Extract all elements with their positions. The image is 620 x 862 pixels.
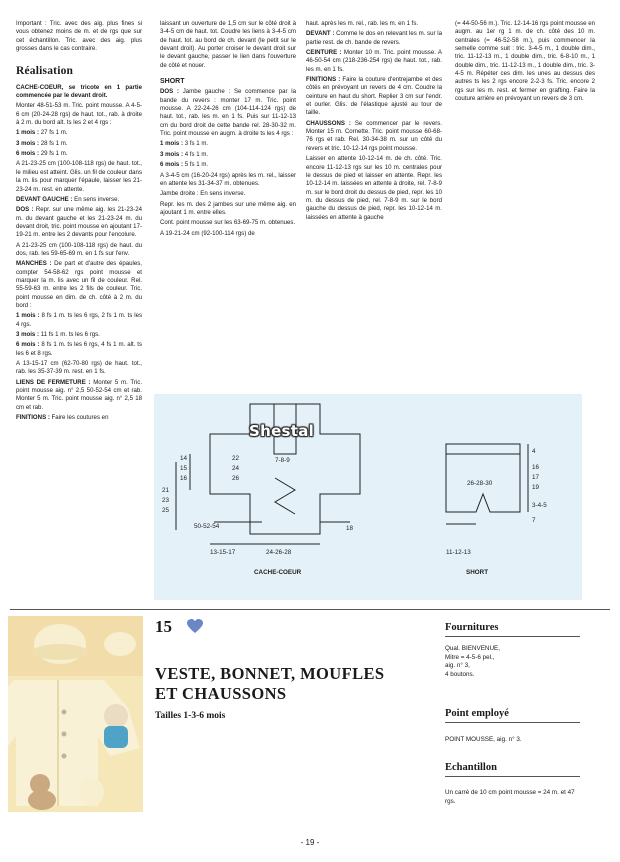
short-label-17: 17 <box>532 474 540 481</box>
col3-body <box>306 20 442 222</box>
page-number: - 19 - <box>300 838 320 847</box>
paragraph: A 21-23-25 cm (100-108-118 rgs) de haut. tot., le milieu est atteint. Glis. un fil de couleur dans la m. lis pour marquer l'épaule, laisser les 21-23-24 m. rest. en attente. <box>16 160 142 193</box>
paragraph: Cont. point mousse sur les 63-69-75 m. obtenues. <box>160 219 296 227</box>
heart-icon <box>187 619 203 634</box>
cache-coeur-caption: CACHE-COEUR <box>254 569 302 576</box>
short-label-bottom: 11-12-13 <box>446 549 471 556</box>
dim-label-tie-long: 50-52-54 <box>194 523 220 530</box>
paragraph: Jambe droite : En sens inverse. <box>160 190 246 198</box>
short-label-16: 16 <box>532 464 540 471</box>
schematic-svg <box>154 394 582 600</box>
fournitures-item: aig. n° 3, <box>445 662 470 670</box>
text-column-1 <box>16 20 142 424</box>
paragraph: DOS : Repr. sur une même aig. les 21-23-24 m. du devant gauche et les 21-23-24 m. du devant droit, tric. point mousse en ajoutant 17-19-21 m. entre les 2 devants pour l'encolure. <box>16 206 142 239</box>
paragraph: 3 mois : 11 fs 1 m. ts les 6 rgs. <box>16 331 100 338</box>
dim-label-15: 15 <box>180 465 188 472</box>
paragraph: DEVANT : Comme le dos en relevant les m. sur la partie rest. de ch. bande de revers. <box>306 30 442 46</box>
paragraph: 1 mois : 3 fs 1 m. <box>160 140 209 148</box>
section-rule <box>10 609 610 610</box>
paragraph: A 3-4-5 cm (16-20-24 rgs) après les m. rel., laisser en attente les 31-34-37 m. obtenues. <box>160 171 296 187</box>
paragraph: Laisser en attente 10-12-14 m. de ch. côté. Tric. encore 11-12-13 rgs sur les 10 m. centrales pour le dessus de pied et laisser en attente. Repr. les 10-12-14 m. laissées en attente à droite, rel. 7-8-9 m. sur le bord droit du dessus de pied, repr. les 10 m. du dessus de pied, rel. 7-8-9 m. sur le bord gauche du dessus de pied, repr. les 10-12-14 m. laissées en attente à gauche <box>306 155 442 221</box>
paragraph: DOS : Jambe gauche : Se commence par la bande du revers : monter 17 m. Tric. point mousse. A 22-24-26 cm (104-114-124 rgs) de haut. tot., rab. les m. en 1 fs. Puis sur 11-12-13 cm du bord droit de cette bande rel. 28-30-32 m. Tric. point mousse en augm. à droite ts les 4 rgs : <box>160 88 296 138</box>
dim-label-tie-short: 18 <box>346 525 354 532</box>
cache-coeur-intro: CACHE-COEUR, se tricote en 1 partie commencée par le devant droit. <box>16 83 142 100</box>
paragraph: DEVANT GAUCHE : En sens inverse. <box>16 195 120 203</box>
text-column-2 <box>160 20 296 240</box>
text-column-4 <box>455 20 595 105</box>
paragraph: A 13-15-17 cm (62-70-80 rgs) de haut. tot., rab. les 35-37-39 m. rest. en 1 fs. <box>16 360 142 376</box>
important-note: Important : Tric. avec des aig. plus fines si vous obtenez moins de m. et de rgs que sur cet échantillon. Tric. avec des aig. plus grosses dans le cas contraire. <box>16 20 142 53</box>
fournitures-item: 4 boutons. <box>445 670 475 678</box>
paragraph: 3 mois : 4 fs 1 m. <box>160 150 209 158</box>
paragraph: LIENS DE FERMETURE : Monter 5 m. Tric. point mousse aig. n° 2,5 50-52-54 cm et rab. Monter 5 m. Tric. point mousse aig. n° 2,5 18 cm et rab. <box>16 378 143 411</box>
paragraph: MANCHES : De part et d'autre des épaules, compter 54-58-62 rgs point mousse et marquer la m. lis avec un fil de couleur. Rel. 55-59-63 m. entre les 2 fils de couleur. Tric. point mousse en dim. de ch. côté à 2 m. du bord : <box>16 260 142 309</box>
point-employe-text: POINT MOUSSE, aig. n° 3. <box>445 736 522 743</box>
short-label-4: 4 <box>532 448 536 455</box>
dim-label-24: 24 <box>232 465 240 472</box>
paragraph: 6 mois : 5 fs 1 m. <box>160 161 209 169</box>
short-label-top: 26-28-30 <box>467 480 493 487</box>
dim-label-23: 23 <box>162 497 170 504</box>
product-photo <box>8 616 143 812</box>
realisation-heading: Réalisation <box>16 65 74 78</box>
dim-label-bottom-right: 24-26-28 <box>266 549 292 556</box>
col4-body <box>455 20 595 103</box>
paragraph: Repr. les m. des 2 jambes sur une même aig. en ajoutant 1 m. entre elles. <box>160 200 296 216</box>
pattern-title-line-2: ET CHAUSSONS <box>155 684 287 703</box>
paragraph: 6 mois : 29 fs 1 m. <box>16 150 68 158</box>
echantillon-heading: Echantillon <box>445 762 580 777</box>
dim-label-26: 26 <box>232 475 240 482</box>
paragraph: haut. après les m. rel., rab. les m. en 1 fs. <box>306 20 419 27</box>
col2-intro: laissant un ouverture de 1,5 cm sur le côté droit à 3-4-5 cm de haut. tot. Coudre les liens à 3-4-5 cm de haut. tot. au bord de ch. devant (le petit sur le devant droit). Au porter croiser le devant droit sur le devant gauche, passer le lien dans l'ouverture de côté et nouer. <box>160 20 296 69</box>
front-crossover <box>275 478 295 514</box>
paragraph: Monter 48-51-53 m. Tric. point mousse. A 4-5-6 cm (20-24-28 rgs) de haut. tot., rab. à droite à 2 m. du bord alt. ts les 2 et 4 rgs : <box>16 102 142 127</box>
pattern-number: 15 <box>155 617 172 636</box>
short-heading: SHORT <box>160 78 185 86</box>
point-employe-heading: Point employé <box>445 708 580 723</box>
dim-label-21: 21 <box>162 487 170 494</box>
dim-label-14: 14 <box>180 455 188 462</box>
dim-label-neck: 7-8-9 <box>275 457 290 464</box>
paragraph: 1 mois : 8 fs 1 m. ts les 6 rgs, 2 fs 1 m. ts les 4 rgs. <box>16 312 142 328</box>
pattern-sizes: Tailles 1-3-6 mois <box>155 711 226 721</box>
fournitures-item: Mitre = 4-5-6 pel., <box>445 653 495 661</box>
watermark-text: Shestal <box>249 422 315 440</box>
paragraph: A 19-21-24 cm (92-100-114 rgs) de <box>160 229 255 237</box>
paragraph: CEINTURE : Monter 10 m. Tric. point mousse. A 46-50-54 cm (218-236-254 rgs) de haut. tot., rab. les m. en 1 fs. <box>306 49 442 73</box>
paragraph: (= 44-50-56 m.). Tric. 12-14-16 rgs point mousse en augm. au 1er rg 1 m. de ch. côté des 10 m. centrales (= 46-52-58 m.), puis commencer la semelle comme suit : tric. 3-4-5 m., 1 double dim., tric. 11-12-13 m., 1 double dim., tric. 6-8-10 m., 1 double dim., tric. 11-12-13 m., 1 double dim., tric. 3-4-5 m. Répéter ces dim. les unes au dessus des autres ts les 2 rgs encore 2-2-3 fs. Tric. encore 2 rgs sur les m. rest. et fermer en grafting. Faire la couture arrière en prévoyant un revers de 3 cm. <box>455 20 595 103</box>
fournitures-item: Qual. BIENVENUE, <box>445 645 500 652</box>
dim-label-22: 22 <box>232 455 240 462</box>
text-column-3 <box>306 20 442 224</box>
paragraph: FINITIONS : Faire les coutures en <box>16 414 109 422</box>
paragraph: 1 mois : 27 fs 1 m. <box>16 129 68 137</box>
paragraph: FINITIONS : Faire la couture d'entrejambe et des côtés en prévoyant un revers de 4 cm. Coudre la ceinture en haut du short. Replier 3 cm sur l'endr. et ourler. Glis. de l'élastique ajusté au tour de taille. <box>306 76 442 117</box>
short-label-7: 7 <box>532 517 536 524</box>
dim-label-bottom-left: 13-15-17 <box>210 549 236 556</box>
paragraph: CHAUSSONS : Se commencer par le revers. Monter 15 m. Cornette. Tric. point mousse 60-68-76 rgs et rab. Rel. 30-34-38 m. sur un côté du revers et tric. 10-12-14 rgs point mousse. <box>306 119 442 152</box>
pattern-title-line-1: VESTE, BONNET, MOUFLES <box>155 664 385 683</box>
dim-label-25: 25 <box>162 507 170 514</box>
col2-body <box>160 88 296 238</box>
paragraph: 6 mois : 8 fs 1 m. ts les 6 rgs, 4 fs 1 m. alt. ts les 6 et 8 rgs. <box>16 341 142 357</box>
short-caption: SHORT <box>466 569 489 576</box>
col1-body <box>16 102 142 422</box>
paragraph: 3 mois : 28 fs 1 m. <box>16 139 68 147</box>
echantillon-text: Un carré de 10 cm point mousse = 24 m. et 47 rgs. <box>445 789 575 805</box>
short-label-leg: 3-4-5 <box>532 502 547 509</box>
short-label-19: 19 <box>532 484 540 491</box>
paragraph: A 21-23-25 cm (100-108-118 rgs) de haut. du dos, rab. les 59-65-69 m. en 1 fs sur l'env. <box>16 241 142 257</box>
pattern-title <box>155 664 445 704</box>
fournitures-list <box>445 645 580 679</box>
schematic-diagrams <box>154 394 582 600</box>
dim-label-16: 16 <box>180 475 188 482</box>
fournitures-heading: Fournitures <box>445 622 580 637</box>
